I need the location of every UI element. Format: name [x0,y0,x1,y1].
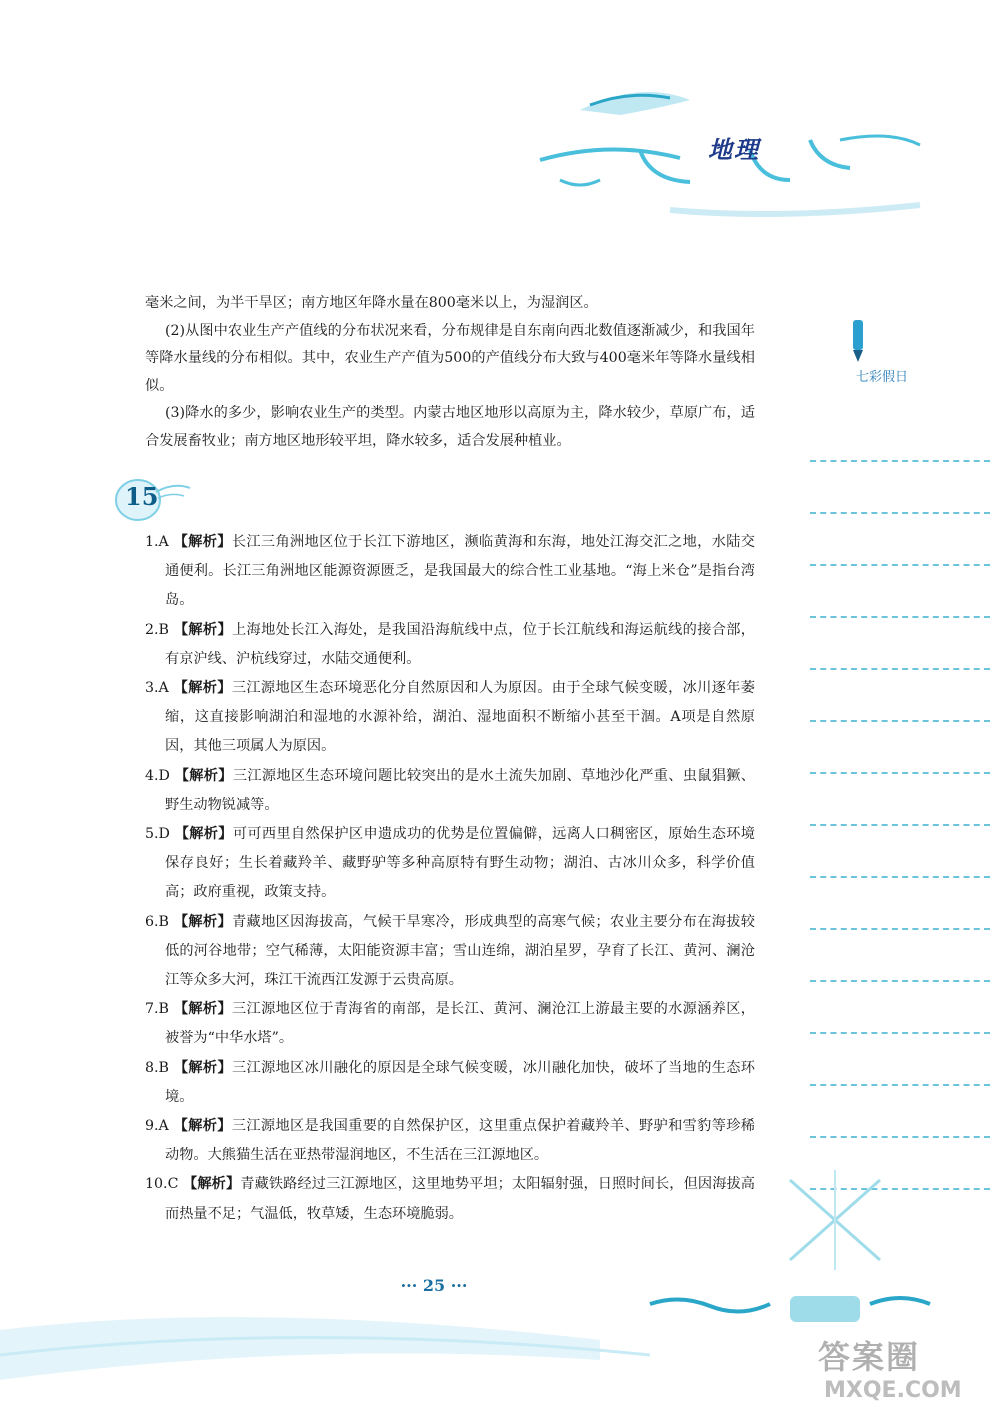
answer-number: 8.B [145,1059,169,1076]
analysis-tag: 【解析】 [173,1118,232,1135]
answer-number: 4.D [145,767,170,784]
intro-text [145,290,755,456]
watermark-logo: 答案圈 [818,1338,921,1376]
page-number: ··· 25 ··· [400,1276,468,1295]
answer-item [145,762,755,820]
answer-item [145,820,755,908]
note-line [810,462,990,514]
answer-text: 三江源地区是我国重要的自然保护区，这里重点保护着藏羚羊、野驴和雪豹等珍稀动物。大熊猫生活在亚热带湿润地区，不生活在三江源地区。 [165,1118,755,1164]
note-line [810,722,990,774]
answer-number: 1.A [145,534,169,550]
answer-item [145,528,755,616]
subject-title: 地理 [708,136,760,164]
analysis-tag: 【解析】 [173,621,232,638]
answer-text: 长江三角洲地区位于长江下游地区，濒临黄海和东海，地处江海交汇之地，水陆交通便利。长江三角洲地区能源资源匮乏，是我国最大的综合性工业基地。“海上米仓”是指台湾岛。 [165,534,755,609]
answer-list [145,528,755,1229]
answer-number: 2.B [145,621,169,638]
note-line [810,670,990,722]
answer-text: 可可西里自然保护区申遗成功的优势是位置偏僻，远离人口稠密区，原始生态环境保存良好；生长着藏羚羊、藏野驴等多种高原特有野生动物；湖泊、古冰川众多，科学价值高；政府重视，政策支持。 [165,826,755,901]
answer-text: 青藏地区因海拔高，气候干旱寒冷，形成典型的高寒气候；农业主要分布在海拔较低的河谷地带；空气稀薄，太阳能资源丰富；雪山连绵，湖泊星罗，孕育了长江、黄河、澜沧江等众多大河，珠江干流西江发源于云贵高原。 [165,913,755,989]
answer-text: 青藏铁路经过三江源地区，这里地势平坦；太阳辐射强，日照时间长，但因海拔高而热量不足；气温低，牧草矮，生态环境脆弱。 [165,1176,755,1222]
note-line [810,514,990,566]
answer-item [145,995,755,1053]
answer-number: 3.A [145,680,169,697]
answer-text: 三江源地区生态环境问题比较突出的是水土流失加剧、草地沙化严重、虫鼠猖獗、野生动物锐减等。 [165,767,755,813]
note-line [810,618,990,670]
analysis-tag: 【解析】 [183,1176,241,1193]
answer-number: 9.A [145,1118,169,1135]
intro-paragraph: 毫米之间，为半干旱区；南方地区年降水量在800毫米以上，为湿润区。 [145,295,598,311]
note-line [810,826,990,878]
answer-text: 三江源地区生态环境恶化分自然原因和人为原因。由于全球气候变暖，冰川逐年萎缩，这直接影响湖泊和湿地的水源补给，湖泊、湿地面积不断缩小甚至干涸。A项是自然原因，其他三项属人为原因。 [165,680,755,755]
note-line [810,1086,990,1138]
answer-text: 三江源地区位于青海省的南部，是长江、黄河、澜沧江上游最主要的水源涵养区，被誉为“中华水塔”。 [165,1001,755,1047]
answer-item [145,1112,755,1170]
analysis-tag: 【解析】 [173,680,232,697]
answer-item [145,1170,755,1228]
note-line [810,410,990,462]
analysis-tag: 【解析】 [173,913,232,930]
answer-text: 上海地处长江入海处，是我国沿海航线中点，位于长江航线和海运航线的接合部，有京沪线、沪杭线穿过，水陆交通便利。 [165,621,755,667]
answer-number: 10.C [145,1176,179,1193]
sailboat-decoration [780,1160,890,1280]
answer-item [145,908,755,996]
answer-number: 6.B [145,913,169,930]
answer-item [145,616,755,674]
analysis-tag: 【解析】 [173,1059,232,1076]
analysis-tag: 【解析】 [174,826,233,843]
analysis-tag: 【解析】 [173,1001,232,1018]
answer-item [145,674,755,762]
answer-text: 三江源地区冰川融化的原因是全球气候变暖，冰川融化加快，破坏了当地的生态环境。 [165,1059,755,1105]
note-line [810,1034,990,1086]
watermark-url: MXQE.COM [824,1378,962,1403]
note-line [810,878,990,930]
analysis-tag: 【解析】 [174,767,233,784]
note-line [810,774,990,826]
note-line [810,982,990,1034]
answer-number: 5.D [145,826,170,843]
pen-icon [848,318,870,364]
note-lines [810,410,990,1190]
answer-item [145,1054,755,1112]
analysis-tag: 【解析】 [173,534,232,550]
section-number: 15 [125,482,159,511]
intro-paragraph: (3)降水的多少，影响农业生产的类型。内蒙古地区地形以高原为主，降水较少，草原广布，适合发展畜牧业；南方地区地形较平坦，降水较多，适合发展种植业。 [145,405,755,449]
note-line [810,930,990,982]
answer-number: 7.B [145,1001,169,1018]
intro-paragraph: (2)从图中农业生产产值线的分布状况来看，分布规律是自东南向西北数值逐渐减少，和我国年等降水量线的分布相似。其中，农业生产产值为500的产值线分布大致与400毫米年等降水量线相似。 [145,322,755,394]
sidebar-brand: 七彩假日 [856,370,909,385]
note-line [810,566,990,618]
